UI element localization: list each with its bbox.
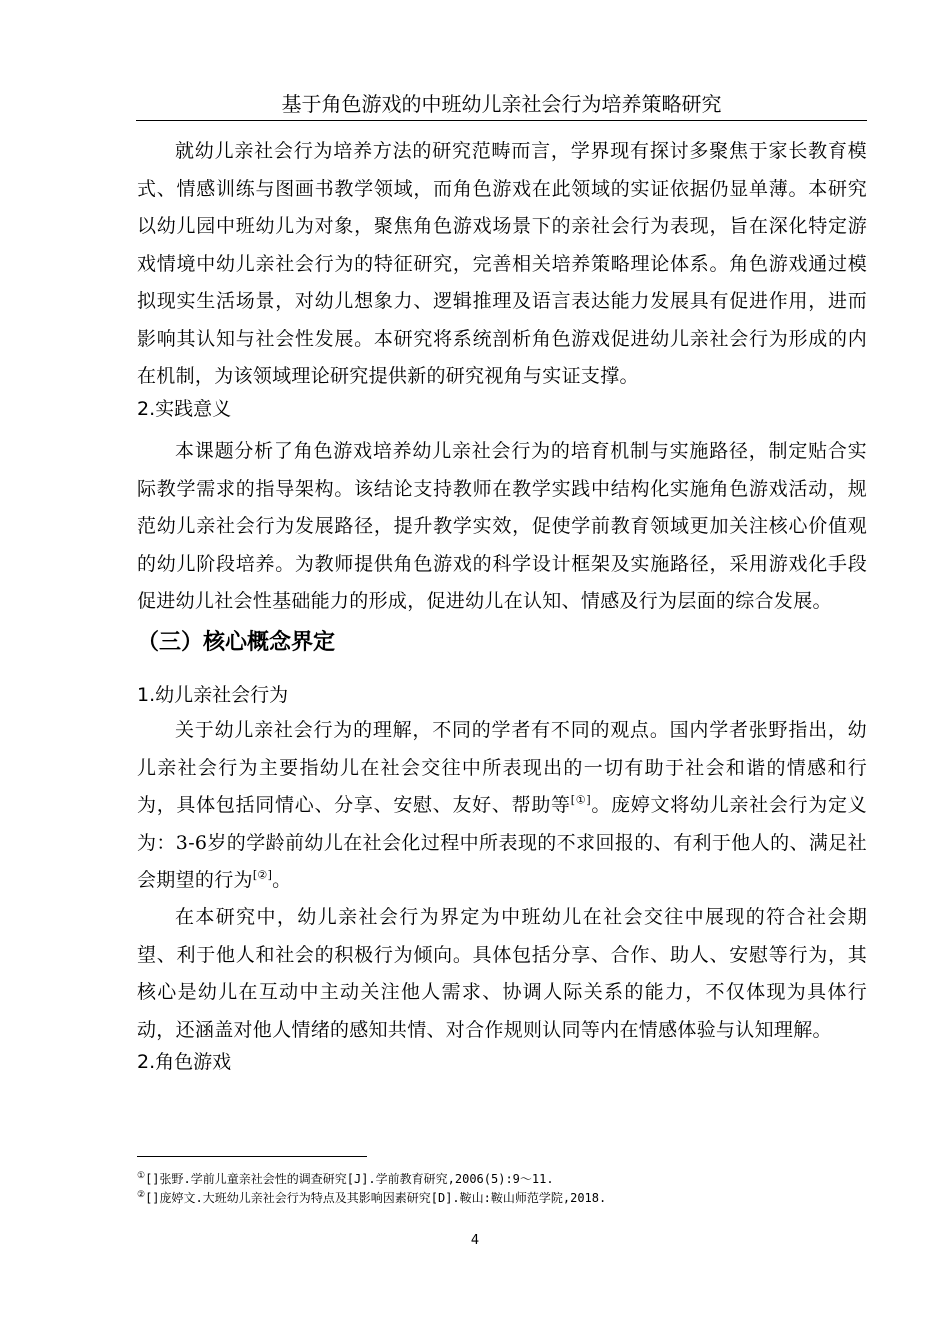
- paragraph-theoretical-significance: 就幼儿亲社会行为培养方法的研究范畴而言，学界现有探讨多聚焦于家长教育模式、情感训练与图画书教学领域，而角色游戏在此领域的实证依据仍显单薄。本研究以幼儿园中班幼儿为对象，聚焦角色游戏场景下的亲社会行为表现，旨在深化特定游戏情境中幼儿亲社会行为的特征研究，完善相关培养策略理论体系。角色游戏通过模拟现实生活场景，对幼儿想象力、逻辑推理及语言表达能力发展具有促进作用，进而影响其认知与社会性发展。本研究将系统剖析角色游戏促进幼儿亲社会行为形成的内在机制，为该领域理论研究提供新的研究视角与实证支撑。: [137, 140, 867, 387]
- footnote-separator: [137, 1156, 367, 1157]
- footnote-text: []庞婷文.大班幼儿亲社会行为特点及其影响因素研究[D].鞍山:鞍山师范学院,2018.: [145, 1191, 607, 1205]
- paragraph-practical-significance: 本课题分析了角色游戏培养幼儿亲社会行为的培育机制与实施路径，制定贴合实际教学需求的指导架构。该结论支持教师在教学实践中结构化实施角色游戏活动，规范幼儿亲社会行为发展路径，提升教学实效，促使学前教育领域更加关注核心价值观的幼儿阶段培养。为教师提供角色游戏的科学设计框架及实施路径，采用游戏化手段促进幼儿社会性基础能力的形成，促进幼儿在认知、情感及行为层面的综合发展。: [137, 440, 867, 612]
- heading-practical-significance: 2.实践意义: [137, 398, 232, 420]
- paragraph-text-part: 关于幼儿亲社会行为的理解，不同的学者有不同的观点。国内学者张野指出，幼儿亲社会行为主要指幼儿在社会交往中所表现出的一切有助于社会和谐的情感和行为，具体包括同情心、分享、安慰、友好、帮助等: [137, 719, 867, 816]
- section-title-core-concepts: （三）核心概念界定: [137, 630, 336, 655]
- running-header: 基于角色游戏的中班幼儿亲社会行为培养策略研究: [281, 92, 722, 116]
- footnote-2: [137, 1190, 606, 1206]
- footnote-mark: ①: [137, 1171, 146, 1181]
- footnote-text: []张野.学前儿童亲社会性的调查研究[J].学前教育研究,2006(5):9～11.: [145, 1172, 554, 1186]
- footnote-mark: ②: [137, 1190, 146, 1200]
- footnote-1: [137, 1171, 554, 1187]
- page-number: 4: [470, 1233, 480, 1248]
- citation-marker-1[interactable]: [①]: [570, 793, 591, 807]
- header-rule: [136, 120, 867, 121]
- paragraph-prosocial-definition: [137, 712, 867, 900]
- heading-role-play: 2.角色游戏: [137, 1051, 232, 1073]
- paragraph-text-part: 。庞婷文将幼儿亲社会行为定义为：3-6岁的学龄前幼儿在社会化过程中所表现的不求回报的、有利于他人的、满足社会期望的行为: [137, 794, 867, 891]
- heading-prosocial-behavior: 1.幼儿亲社会行为: [137, 684, 289, 706]
- paragraph-study-definition: 在本研究中，幼儿亲社会行为界定为中班幼儿在社会交往中展现的符合社会期望、利于他人和社会的积极行为倾向。具体包括分享、合作、助人、安慰等行为，其核心是幼儿在互动中主动关注他人需求、协调人际关系的能力，不仅体现为具体行动，还涵盖对他人情绪的感知共情、对合作规则认同等内在情感体验与认知理解。: [137, 906, 867, 1041]
- paragraph-text-part: 。: [272, 869, 292, 891]
- citation-marker-2[interactable]: [②]: [252, 868, 273, 882]
